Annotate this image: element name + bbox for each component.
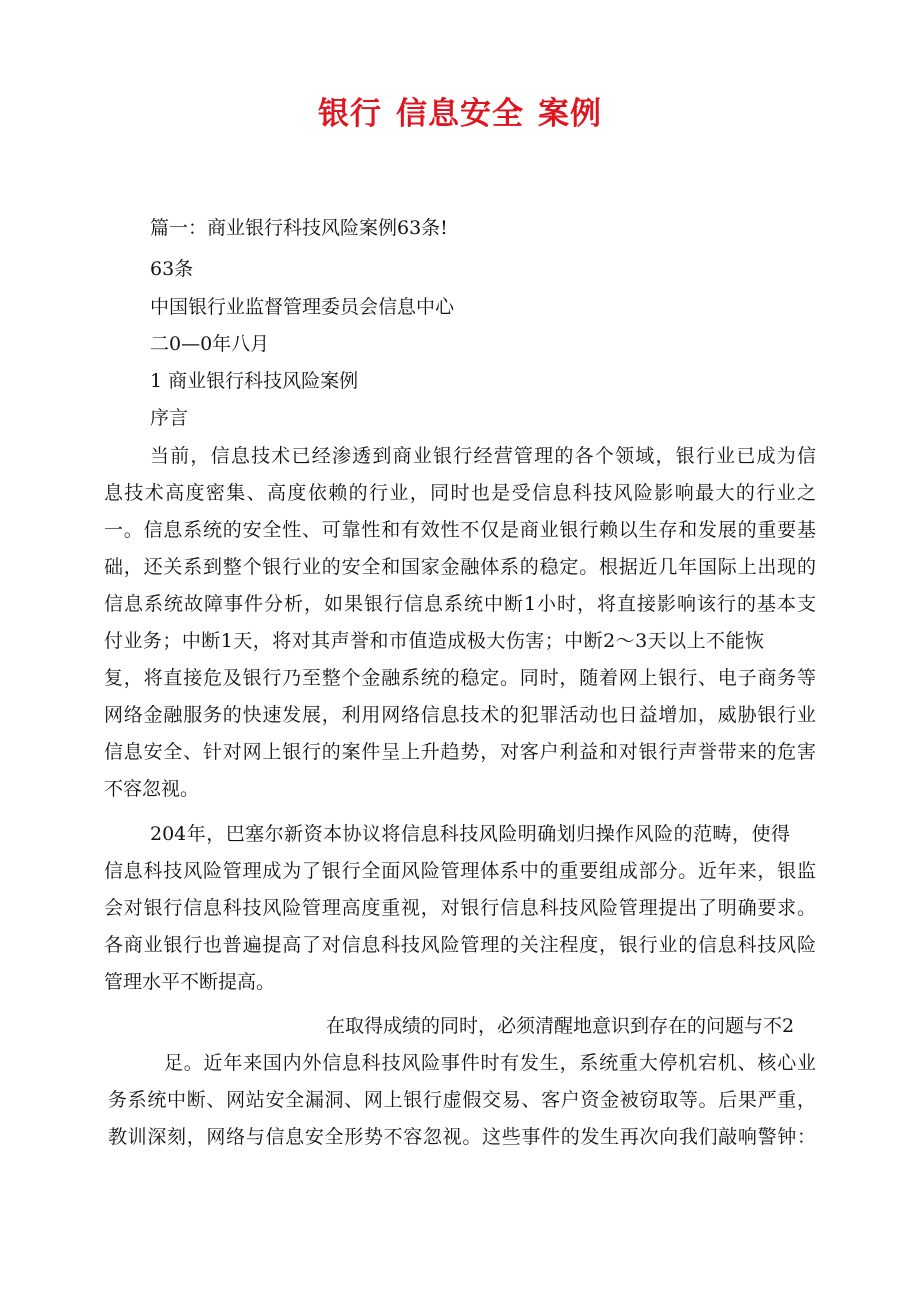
para1-line: 一。信息系统的安全性、可靠性和有效性不仅是商业银行赖以生存和发展的重要基 xyxy=(104,519,816,541)
para3-line: 务系统中断、网站安全漏洞、网上银行虚假交易、客户资金被窃取等。后果严重， xyxy=(108,1089,816,1111)
count-line: 63条 xyxy=(150,258,194,280)
para1-line: 信息安全、针对网上银行的案件呈上升趋势，对客户利益和对银行声誉带来的危害 xyxy=(104,741,816,763)
para1-line: 当前，信息技术已经渗透到商业银行经营管理的各个领域，银行业已成为信 xyxy=(150,445,816,467)
para2-line: 信息科技风险管理成为了银行全面风险管理体系中的重要组成部分。近年来，银监 xyxy=(104,860,816,882)
title-part-infosec: 信息安全 xyxy=(396,96,524,132)
para1-line: 复，将直接危及银行乃至整个金融系统的稳定。同时，随着网上银行、电子商务等 xyxy=(104,667,816,689)
para1-line: 付业务；中断1天，将对其声誉和市值造成极大伤害；中断2～3天以上不能恢 xyxy=(104,630,764,652)
preface-heading: 序言 xyxy=(150,407,189,429)
issuer-line: 中国银行业监督管理委员会信息中心 xyxy=(150,296,455,318)
section-heading: 1 商业银行科技风险案例 xyxy=(150,370,359,392)
title-part-bank: 银行 xyxy=(318,96,382,132)
chapter-heading: 篇一：商业银行科技风险案例63条! xyxy=(150,217,448,239)
date-line: 二0—0年八月 xyxy=(150,333,270,355)
para1-line: 不容忽视。 xyxy=(104,778,200,800)
title-part-case: 案例 xyxy=(538,96,602,132)
para2-line: 204年，巴塞尔新资本协议将信息科技风险明确划归操作风险的范畴，使得 xyxy=(150,823,790,845)
para1-line: 网络金融服务的快速发展，利用网络信息技术的犯罪活动也日益增加，威胁银行业 xyxy=(104,704,816,726)
para1-line: 信息系统故障事件分析，如果银行信息系统中断1小时，将直接影响该行的基本支 xyxy=(104,593,816,615)
para1-line: 息技术高度密集、高度依赖的行业，同时也是受信息科技风险影响最大的行业之 xyxy=(104,482,816,504)
para3-line: 在取得成绩的同时，必须清醒地意识到存在的问题与不2 xyxy=(326,1015,795,1037)
para2-line: 会对银行信息科技风险管理高度重视，对银行信息科技风险管理提出了明确要求。 xyxy=(104,897,816,919)
para2-line: 管理水平不断提高。 xyxy=(104,971,276,993)
para3-line: 教训深刻，网络与信息安全形势不容忽视。这些事件的发生再次向我们敲响警钟： xyxy=(108,1126,816,1148)
para3-line: 足。近年来国内外信息科技风险事件时有发生，系统重大停机宕机、核心业 xyxy=(164,1052,816,1074)
document-title xyxy=(0,88,920,133)
para1-line: 础，还关系到整个银行业的安全和国家金融体系的稳定。根据近几年国际上出现的 xyxy=(104,556,816,578)
para2-line: 各商业银行也普遍提高了对信息科技风险管理的关注程度，银行业的信息科技风险 xyxy=(104,934,816,956)
